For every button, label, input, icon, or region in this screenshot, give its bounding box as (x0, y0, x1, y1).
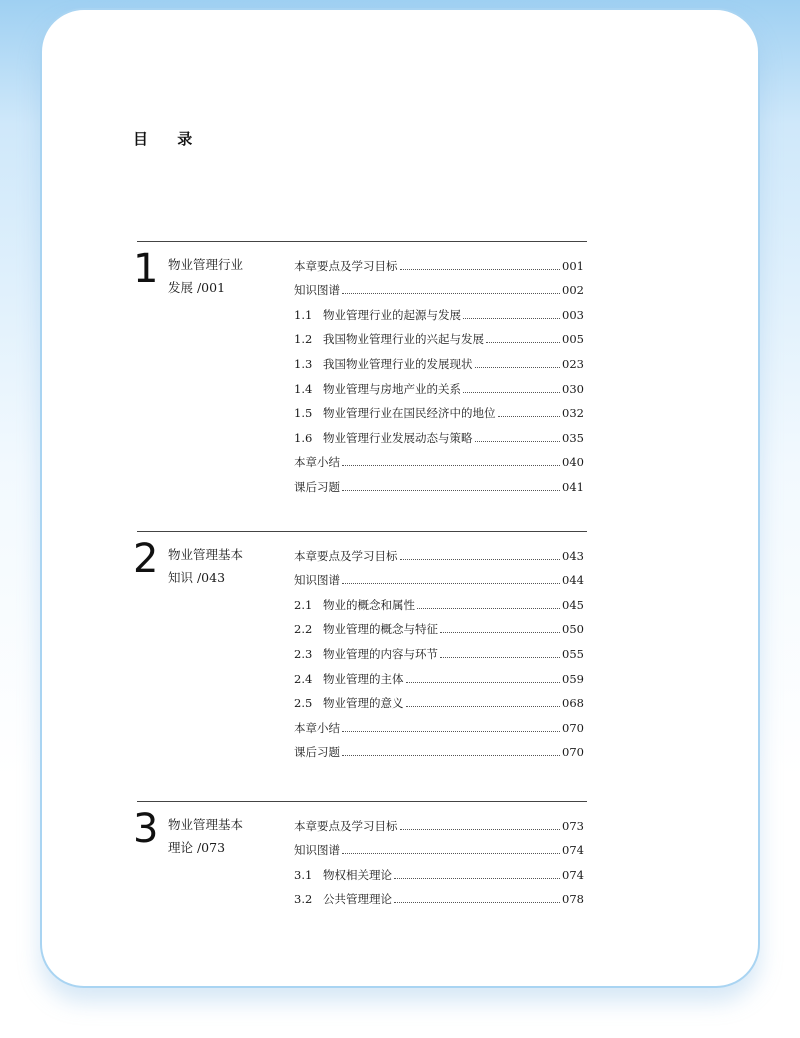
entry-label: 知识图谱 (294, 843, 340, 858)
toc-entry[interactable] (294, 323, 584, 348)
page-number: 068 (562, 696, 584, 711)
section-number: 2.2 (294, 622, 313, 637)
entry-label: 公共管理理论 (323, 892, 392, 907)
dot-leader (498, 416, 561, 417)
chapter-number: 2 (133, 536, 159, 582)
chapter-title (168, 813, 268, 859)
chapter-divider (137, 241, 587, 242)
toc-entry[interactable] (294, 446, 584, 471)
page-number: 070 (562, 720, 584, 735)
chapter-number: 3 (133, 806, 159, 852)
dot-leader (475, 441, 561, 442)
entry-label: 本章要点及学习目标 (294, 548, 398, 563)
section-number: 2.1 (294, 597, 313, 612)
dot-leader (342, 755, 560, 756)
entry-label: 本章要点及学习目标 (294, 258, 398, 273)
toc-entry[interactable] (294, 736, 584, 761)
chapter-entries (294, 809, 584, 907)
dot-leader (475, 367, 561, 368)
page-number: 023 (562, 356, 584, 371)
page-number: 040 (562, 455, 584, 470)
entry-label: 课后习题 (294, 745, 340, 760)
entry-label: 物权相关理论 (323, 867, 392, 882)
toc-entry[interactable] (294, 883, 584, 908)
chapter-title (168, 543, 268, 589)
section-number: 1.4 (294, 381, 313, 396)
entry-label: 课后习题 (294, 479, 340, 494)
page-number: 050 (562, 622, 584, 637)
entry-label: 知识图谱 (294, 283, 340, 298)
toc-entry[interactable] (294, 397, 584, 422)
section-number: 3.1 (294, 867, 313, 882)
page-number: 005 (562, 332, 584, 347)
toc-entry[interactable] (294, 858, 584, 883)
toc-entry[interactable] (294, 372, 584, 397)
toc-entry[interactable] (294, 637, 584, 662)
entry-label: 我国物业管理行业的兴起与发展 (323, 332, 484, 347)
toc-entry[interactable] (294, 711, 584, 736)
dot-leader (463, 318, 560, 319)
dot-leader (342, 853, 560, 854)
dot-leader (440, 632, 560, 633)
dot-leader (463, 392, 560, 393)
page-number: 044 (562, 573, 584, 588)
chapter-divider (137, 801, 587, 802)
chapter-title-line: 物业管理基本 (168, 547, 244, 562)
entry-label: 物业管理行业发展动态与策略 (323, 430, 473, 445)
dot-leader (417, 608, 560, 609)
section-number: 2.4 (294, 671, 313, 686)
toc-entry[interactable] (294, 809, 584, 834)
dot-leader (400, 829, 561, 830)
page-number: 055 (562, 646, 584, 661)
toc-entry[interactable] (294, 249, 584, 274)
toc-entry[interactable] (294, 470, 584, 495)
dot-leader (400, 269, 561, 270)
toc-entry[interactable] (294, 687, 584, 712)
toc-entry[interactable] (294, 298, 584, 323)
page-number: 074 (562, 867, 584, 882)
chapter-title-line: 发展 /001 (168, 280, 226, 295)
chapter-title-line: 知识 /043 (168, 570, 226, 585)
entry-label: 本章小结 (294, 720, 340, 735)
page-number: 001 (562, 258, 584, 273)
dot-leader (400, 559, 561, 560)
page-number: 002 (562, 283, 584, 298)
section-number: 1.6 (294, 430, 313, 445)
page-number: 035 (562, 430, 584, 445)
section-number: 1.1 (294, 307, 313, 322)
page-number: 045 (562, 597, 584, 612)
page-title: 目 录 (133, 130, 205, 148)
entry-label: 本章要点及学习目标 (294, 818, 398, 833)
chapter-title (168, 253, 268, 299)
dot-leader (394, 878, 560, 879)
toc-entry[interactable] (294, 588, 584, 613)
chapter-title-line: 理论 /073 (168, 840, 226, 855)
dot-leader (342, 731, 560, 732)
chapter-number: 1 (133, 246, 159, 292)
toc-entry[interactable] (294, 834, 584, 859)
section-number: 1.5 (294, 406, 313, 421)
entry-label: 物业管理的主体 (323, 671, 404, 686)
dot-leader (486, 342, 560, 343)
chapter-title-line: 物业管理行业 (168, 257, 244, 272)
entry-label: 物业管理的内容与环节 (323, 646, 438, 661)
toc-entry[interactable] (294, 539, 584, 564)
page-number: 078 (562, 892, 584, 907)
chapter-entries (294, 249, 584, 495)
page-number: 073 (562, 818, 584, 833)
page-number: 041 (562, 479, 584, 494)
toc-entry[interactable] (294, 564, 584, 589)
page-number: 030 (562, 381, 584, 396)
entry-label: 知识图谱 (294, 573, 340, 588)
page-number: 032 (562, 406, 584, 421)
page-number: 059 (562, 671, 584, 686)
chapter-title-line: 物业管理基本 (168, 817, 244, 832)
chapter-entries (294, 539, 584, 760)
entry-label: 物业管理行业在国民经济中的地位 (323, 406, 496, 421)
dot-leader (406, 682, 561, 683)
entry-label: 物业管理与房地产业的关系 (323, 381, 461, 396)
dot-leader (394, 902, 560, 903)
toc-entry[interactable] (294, 421, 584, 446)
page-number: 003 (562, 307, 584, 322)
toc-entry[interactable] (294, 613, 584, 638)
section-number: 1.2 (294, 332, 313, 347)
section-number: 2.5 (294, 696, 313, 711)
entry-label: 物业的概念和属性 (323, 597, 415, 612)
dot-leader (342, 583, 560, 584)
section-number: 2.3 (294, 646, 313, 661)
entry-label: 本章小结 (294, 455, 340, 470)
section-number: 1.3 (294, 356, 313, 371)
entry-label: 我国物业管理行业的发展现状 (323, 356, 473, 371)
dot-leader (440, 657, 560, 658)
entry-label: 物业管理的概念与特征 (323, 622, 438, 637)
toc-entry[interactable] (294, 347, 584, 372)
entry-label: 物业管理的意义 (323, 696, 404, 711)
dot-leader (342, 293, 560, 294)
section-number: 3.2 (294, 892, 313, 907)
page-number: 070 (562, 745, 584, 760)
toc-entry[interactable] (294, 662, 584, 687)
dot-leader (342, 490, 560, 491)
toc-entry[interactable] (294, 274, 584, 299)
entry-label: 物业管理行业的起源与发展 (323, 307, 461, 322)
page-number: 043 (562, 548, 584, 563)
page-number: 074 (562, 843, 584, 858)
chapter-divider (137, 531, 587, 532)
dot-leader (406, 706, 561, 707)
dot-leader (342, 465, 560, 466)
